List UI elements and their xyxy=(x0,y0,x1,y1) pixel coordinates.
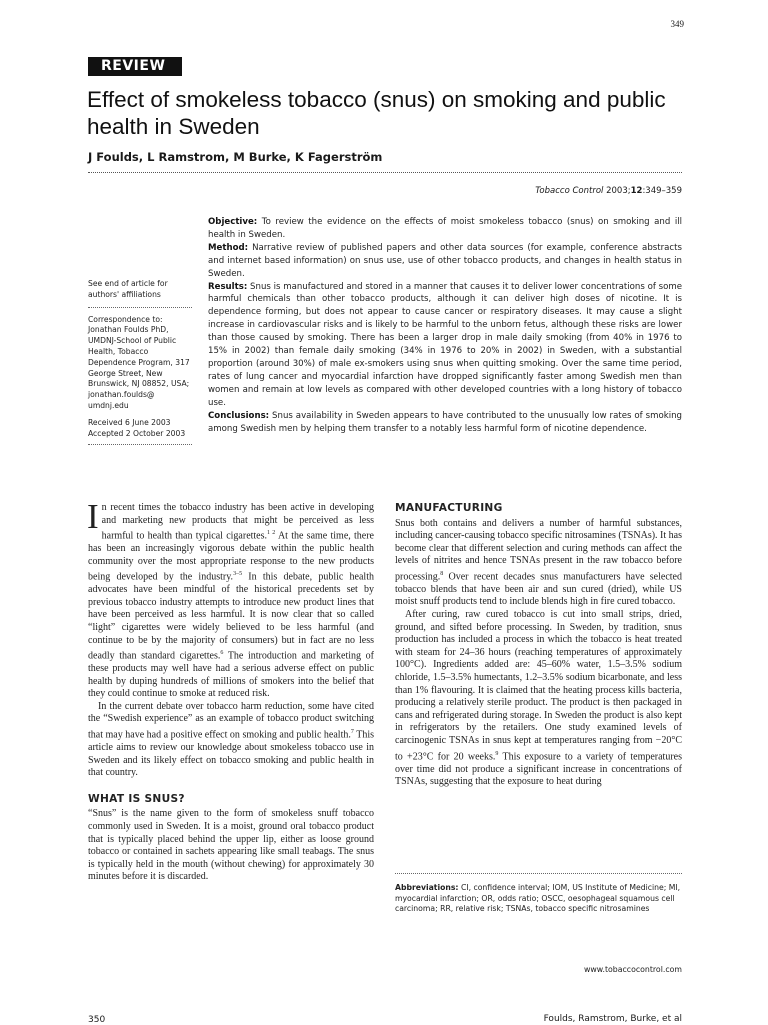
citation-volume: 12 xyxy=(630,186,643,196)
abbreviations-text: CI, confidence interval; IOM, US Institute of Medicine; MI, myocardial infarction; OR, odds ratio; OSCC, oesophageal squamous cell carcinoma; RR, relative risk; TSNAs, tobacco specific nitrosamines xyxy=(395,883,681,914)
method-text: Narrative review of published papers and other data sources (for example, conference abstracts and internet based information) on snus use, use of other tobacco products, and changes in health status in Sweden. xyxy=(208,242,682,279)
intro-paragraph xyxy=(87,497,374,701)
body-paragraph xyxy=(395,518,682,609)
body-column-right xyxy=(395,502,682,789)
reference-marker: 3–5 xyxy=(233,571,243,578)
body-column-left xyxy=(87,497,374,884)
journal-name: Tobacco Control xyxy=(535,186,604,196)
body-paragraph xyxy=(395,609,682,789)
manufacturing-text-2: After curing, raw cured tobacco is cut into small strips, dried, ground, and sifted before processing. In Sweden, by tradition, snus production has included a process in which the tobacco is heat treated with steam for 24–36 hours (reaching temperatures of approximately 100°C). Ingredients added are: 45–60% water, 1.5–3.5% sodium chloride, 1.5–3.5% humectants, 1.2–3.5% sodium bicarbonate, and less than 1% flavouring. It is claimed that the heating process kills bacteria, producing a relatively sterile product. The product is then packaged in cans and refrigerated during storage. In Sweden the product is also kept in refrigerators by the retailers. One study examined levels of carcinogenic TSNAs in snus kept at temperatures ranging from −20°C to +23°C for 20 weeks. xyxy=(395,609,682,762)
body-paragraph: “Snus” is the name given to the form of smokeless snuff tobacco commonly used in Sweden. It is a moist, ground oral tobacco product that is typically placed behind the upper lip, either as loose ground tobacco or contained in sachets appearing like small teabags. The snus is typically held in the mouth (without chewing) for approximately 30 minutes before it is discarded. xyxy=(88,808,374,883)
objective-text: To review the evidence on the effects of moist smokeless tobacco (snus) on smoking and ill health in Sweden. xyxy=(208,217,682,240)
running-head: Foulds, Ramstrom, Burke, et al xyxy=(543,1014,682,1024)
correspondence-address: Correspondence to: Jonathan Foulds PhD, UMDNJ-School of Public Health, Tobacco Dependence Program, 317 George Street, New Brunswick, NJ 08852, USA; jonathan.foulds@ umdnj.edu xyxy=(88,314,190,410)
method-label: Method: xyxy=(208,242,249,253)
objective-label: Objective: xyxy=(208,217,258,227)
sidebar-divider xyxy=(88,444,192,445)
citation-pages: :349–359 xyxy=(642,186,682,196)
accepted-date: Accepted 2 October 2003 xyxy=(88,428,186,438)
abbreviations-box xyxy=(395,883,682,915)
citation-year: 2003; xyxy=(606,186,631,196)
footer-url[interactable]: www.tobaccocontrol.com xyxy=(584,965,682,974)
manufacturing-text-2b: This exposure to a variety of temperatures over time did not produce a significant increase in concentrations of TSNAs, suggesting that the exposure to heat during xyxy=(395,750,682,788)
drop-cap: I xyxy=(87,497,99,536)
abbreviations-divider xyxy=(395,873,682,874)
affiliations-note: See end of article for authors' affiliations xyxy=(88,279,168,299)
abstract-objective xyxy=(208,216,682,242)
results-label: Results: xyxy=(208,281,248,292)
reference-marker: 1 2 xyxy=(267,530,276,537)
abstract-conclusions xyxy=(208,410,682,436)
conclusions-text: Snus availability in Sweden appears to have contributed to the unusually low rates of smoking among Swedish men by helping them transfer to a notably less harmful form of nicotine dependence. xyxy=(208,410,682,434)
body-paragraph xyxy=(88,701,374,780)
results-text: Snus is manufactured and stored in a manner that causes it to deliver lower concentrations of some harmful chemicals than other tobacco products, although it can deliver high doses of nicotine. It is dependence forming, but does not appear to cause cancer or respiratory diseases. It may cause a slight increase in cardiovascular risks and is likely to be harmful to the unborn fetus, although these risks are lower than those caused by smoking. There has been a larger drop in male daily smoking (from 40% in 1976 to 15% in 2002) than female daily smoking (34% in 1976 to 20% in 2002) in Sweden, with a substantial proportion (around 30%) of male ex-smokers using snus when quitting smoking. Over the same time period, rates of lung cancer and myocardial infarction have dropped significantly faster among Swedish men than women and remain at low levels as compared with other developed countries with a long history of tobacco use. xyxy=(208,281,682,408)
author-list: J Foulds, L Ramstrom, M Burke, K Fagerström xyxy=(88,150,383,164)
intro-text-3: In this debate, public health advocates have been mindful of the historical precedents set by previous tobacco industry attempts to introduce new product lines that have been perceived as less harmful. It is now clear that so called “light” cigarettes were widely believed to be less harmful (and continue to be by the majority of consumers) but in fact are no less deadly than standard cigarettes. xyxy=(88,571,374,662)
section-label: REVIEW xyxy=(88,57,182,76)
page-number: 349 xyxy=(670,19,684,29)
abstract-results xyxy=(208,281,682,410)
intro-text-2: At the same time, there has been an increasingly vigorous debate within the public health community over the most appropriate response to the new products being developed by the industry. xyxy=(88,530,374,583)
conclusions-label: Conclusions: xyxy=(208,410,270,421)
article-title: Effect of smokeless tobacco (snus) on smoking and public health in Sweden xyxy=(87,87,666,139)
intro-text-1: n recent times the tobacco industry has been active in developing and marketing new products that might be perceived as less harmful to health than typical cigarettes. xyxy=(101,502,374,542)
reference-marker: 9 xyxy=(495,750,499,757)
para2-text-1: In the current debate over tobacco harm reduction, some have cited the “Swedish experience” as an example of tobacco product switching that may have had a positive effect on smoking and public health. xyxy=(88,700,374,741)
next-page-number: 350 xyxy=(88,1015,106,1025)
abstract xyxy=(208,216,682,435)
reference-marker: 8 xyxy=(440,570,444,577)
journal-citation xyxy=(535,186,682,196)
article-sidebar xyxy=(88,279,196,452)
reference-marker: 6 xyxy=(220,650,224,657)
received-date: Received 6 June 2003 xyxy=(88,417,171,427)
para2-text-2: This article aims to review our knowledge about smokeless tobacco use in Sweden and its likely effect on tobacco smoking and public health in that country. xyxy=(88,729,374,779)
manufacturing-text-1b: Over recent decades snus manufacturers have selected tobacco blends that have been air and sun cured (dried), while US moist snuff products tend to include blends high in fire cured tobacco. xyxy=(395,571,682,608)
sidebar-divider xyxy=(88,307,192,308)
abstract-method xyxy=(208,242,682,281)
title-divider xyxy=(88,172,682,173)
intro-text-4: The introduction and marketing of these products may well have had a serious adverse effect on public health by duping hundreds of millions of smokers into the belief that they could continue to smoke at reduced risk. xyxy=(88,650,374,700)
abbreviations-label: Abbreviations: xyxy=(395,883,459,892)
section-heading-what-is-snus: WHAT IS SNUS? xyxy=(88,792,185,805)
reference-marker: 7 xyxy=(350,729,354,736)
manufacturing-text-1: Snus both contains and delivers a number of harmful substances, including cancer-causing tobacco specific nitrosamines (TSNAs). It has become clear that different selection and curing methods can affect the levels of nitrites and hence TSNAs present in the raw tobacco before processing. xyxy=(395,517,682,583)
section-heading-manufacturing: MANUFACTURING xyxy=(395,502,503,514)
